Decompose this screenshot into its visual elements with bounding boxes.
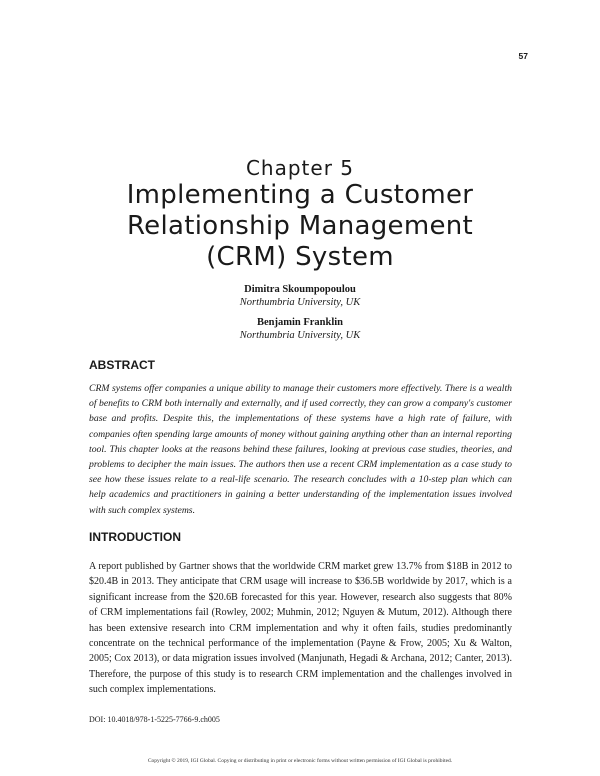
chapter-title-line: (CRM) System: [206, 242, 394, 272]
chapter-label: Chapter 5: [245, 156, 355, 180]
chapter-title: [90, 180, 510, 273]
introduction-text: A report published by Gartner shows that the worldwide CRM market grew 13.7% from $18B in 2012 to $20.4B in 2013. They anticipate that CRM usage will increase to $36.5B worldwide by 2017, which is a significant increase from the $20.6B forecasted for this year. However, research also suggests that 80% of CRM implementations fail (Rowley, 2002; Muhmin, 2012; Nguyen & Mutum, 2012). Although there has been extensive research into CRM implementation and why it often fails, studies predominantly concentrate on the technical performance of the implementation (Payne & Frow, 2005; Xu & Walton, 2005; Cox 2013), or data migration issues involved (Manjunath, Hegadi & Archana, 2012; Canter, 2013). Therefore, the purpose of this study is to research CRM implementation and the challenges involved in such complex implementations.: [89, 561, 512, 696]
introduction-heading: INTRODUCTION: [89, 530, 181, 544]
doi-text: DOI: 10.4018/978-1-5225-7766-9.ch005: [89, 715, 220, 724]
author-name: Dimitra Skoumpopoulou: [244, 284, 356, 295]
author-list: [0, 284, 600, 350]
author-name: Benjamin Franklin: [256, 317, 344, 328]
copyright-notice: Copyright © 2019, IGI Global. Copying or distributing in print or electronic forms without written permission of IGI Global is prohibited.: [147, 758, 453, 764]
author: [0, 284, 600, 309]
chapter-title-line: Relationship Management: [126, 211, 474, 241]
chapter-title-line: Implementing a Customer: [126, 180, 474, 210]
abstract-heading: ABSTRACT: [89, 358, 155, 372]
abstract-text: CRM systems offer companies a unique ability to manage their customers more effectively. There is a wealth of benefits to CRM both internally and externally, and if used correctly, they can grow a company's customer base and profits. Despite this, the implementations of these systems have a high rate of failure, with companies often spending large amounts of money without gaining anything other than an internal reporting tool. This chapter looks at the reasons behind these failures, looking at previous case studies, theories, and problems to decipher the main issues. The authors then use a recent CRM implementation as a case study to see how these issues relate to a real-life scenario. The research concludes with a 10-step plan which can help academics and practitioners in gaining a better understanding of the implementation issues involved with such complex systems.: [89, 383, 512, 516]
author-affiliation: Northumbria University, UK: [239, 329, 361, 341]
author-affiliation: Northumbria University, UK: [239, 296, 361, 308]
page-number: 57: [518, 51, 528, 61]
author: [0, 317, 600, 342]
